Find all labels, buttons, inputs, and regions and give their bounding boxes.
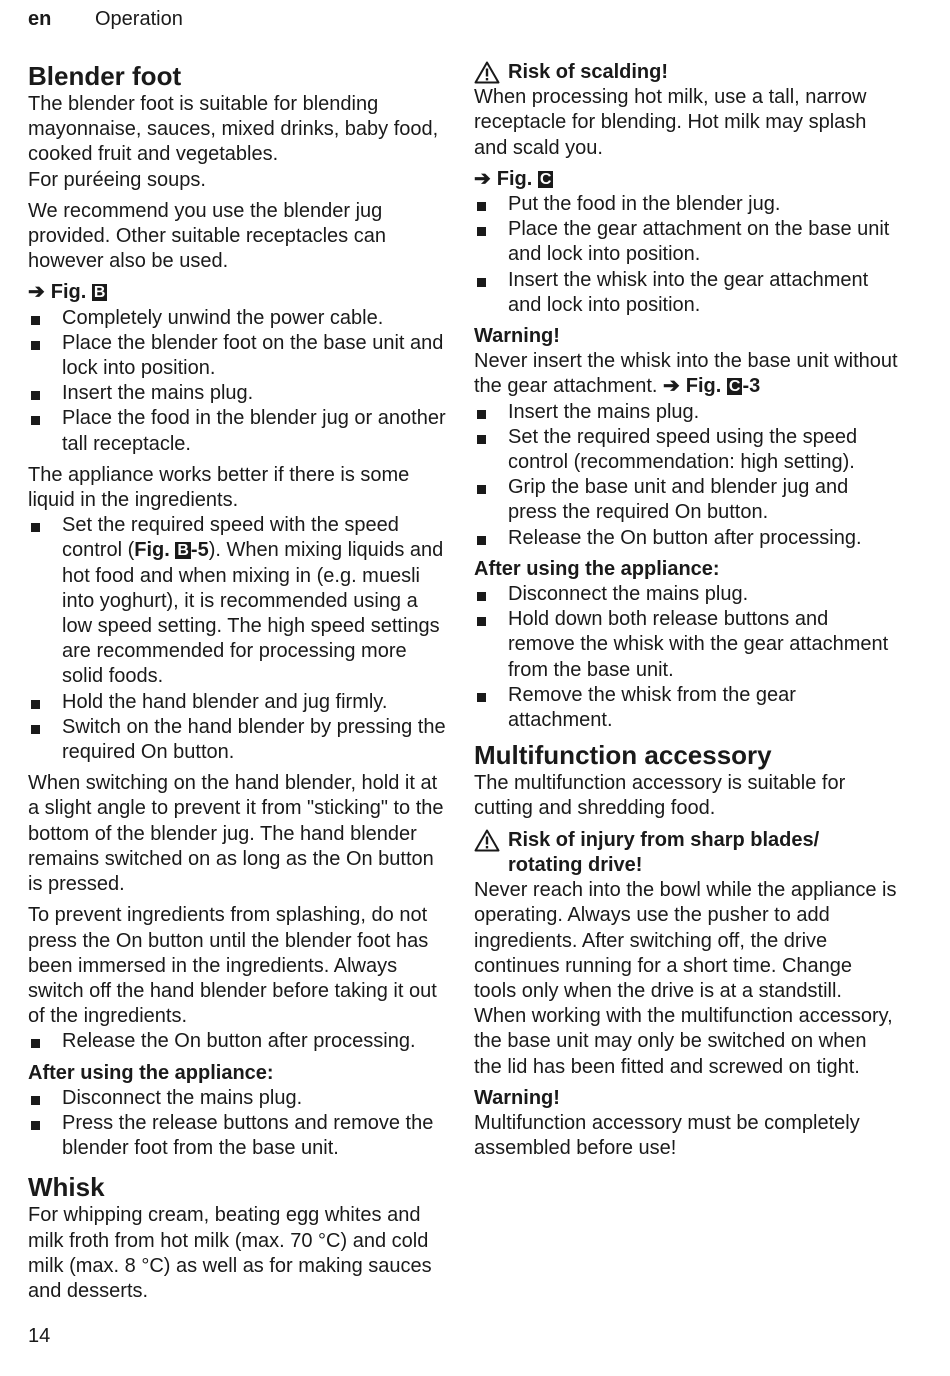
injury-text: Never reach into the bowl while the appliance is operating. Always use the pusher to add ingredients. After switching off, the drive continues running for a short time. Change tools only when the drive is at a standstill.: [474, 879, 897, 1002]
speed-steps-list: [28, 513, 448, 765]
after-use-list: [28, 1086, 448, 1162]
speed-text-post: ). When mixing liquids and hot food and when mixing in (e.g. muesli into yoghurt), it is recommended using a low speed setting. The high speed settings are recommended for processing more solid foods.: [62, 539, 444, 688]
figure-label: Fig.: [685, 375, 722, 398]
figure-label: Fig.: [134, 539, 170, 562]
figure-label: Fig.: [50, 281, 87, 304]
angle-note: When switching on the hand blender, hold it at a slight angle to prevent it from "sticking" to the bottom of the blender jug. The hand blender remains switched on as long as the On button is pressed.: [28, 772, 444, 896]
after-use-heading: After using the appliance:: [28, 1061, 274, 1084]
list-item: Place the gear attachment on the base unit and lock into position.: [474, 217, 899, 267]
list-item: Remove the whisk from the gear attachment.: [474, 683, 899, 733]
warning-heading: Warning!: [474, 1086, 560, 1109]
figure-number: -5: [190, 539, 209, 562]
blender-steps-list: [28, 306, 448, 457]
warning-triangle-icon: [474, 61, 500, 84]
page-number: 14: [28, 1325, 51, 1347]
arrow-right-icon: ➔: [474, 167, 491, 190]
arrow-right-icon: ➔: [28, 281, 45, 304]
figure-label: Fig.: [496, 167, 533, 190]
whisk-intro: For whipping cream, beating egg whites and milk froth from hot milk (max. 70 °C) and cold milk (max. 8 °C) as well as for making sauces and desserts.: [28, 1204, 432, 1302]
list-item: Set the required speed using the speed control (recommendation: high setting).: [474, 425, 899, 475]
list-item: Place the food in the blender jug or another tall receptacle.: [28, 406, 448, 456]
whisk-steps-list: [474, 192, 899, 318]
multifunction-heading: Multifunction accessory: [474, 740, 772, 771]
warning-triangle-icon: [474, 829, 500, 852]
splash-note: To prevent ingredients from splashing, do not press the On button until the blender foot has been immersed in the ingredients. Always switch off the hand blender before taking it out of the ingredients.: [28, 904, 437, 1028]
multifunction-safety-text: When working with the multifunction accessory, the base unit may only be switched on when the lid has been fitted and screwed on tight.: [474, 1005, 893, 1078]
figure-letter-badge: C: [728, 378, 741, 396]
warning-text: [474, 349, 899, 399]
figure-reference-c: [474, 167, 899, 192]
left-column: [28, 60, 448, 1310]
after-use-heading: After using the appliance:: [474, 557, 720, 580]
blender-soups: For puréeing soups.: [28, 168, 206, 191]
list-item: Grip the base unit and blender jug and press the required On button.: [474, 475, 899, 525]
scald-heading-text: Risk of scalding!: [508, 61, 669, 83]
right-column: [474, 60, 899, 1167]
whisk-heading: Whisk: [28, 1172, 105, 1203]
list-item: Insert the mains plug.: [28, 381, 448, 406]
blender-jug-recommendation: We recommend you use the blender jug provided. Other suitable receptacles can however also be used.: [28, 199, 386, 273]
list-item: Disconnect the mains plug.: [474, 582, 899, 607]
figure-letter-badge: B: [93, 284, 106, 302]
scald-text: When processing hot milk, use a tall, narrow receptacle for blending. Hot milk may splash and scald you.: [474, 86, 867, 159]
language-code: en: [28, 8, 52, 30]
injury-heading-text: Risk of injury from sharp blades/ rotating drive!: [508, 828, 820, 876]
list-item: Put the food in the blender jug.: [474, 192, 899, 217]
list-item: Disconnect the mains plug.: [28, 1086, 448, 1111]
liquid-note: The appliance works better if there is some liquid in the ingredients.: [28, 463, 410, 512]
list-item: Insert the whisk into the gear attachment and lock into position.: [474, 268, 899, 318]
list-item: Hold the hand blender and jug firmly.: [28, 690, 448, 715]
figure-reference-b: [28, 280, 448, 305]
list-item: Switch on the hand blender by pressing the required On button.: [28, 715, 448, 765]
warning-body: Never insert the whisk into the base unit without the gear attachment.: [474, 350, 898, 398]
arrow-right-icon: ➔: [663, 375, 680, 398]
blender-intro: The blender foot is suitable for blending mayonnaise, sauces, mixed drinks, baby food, cooked fruit and vegetables.: [28, 93, 439, 166]
page-header: [28, 6, 183, 32]
blender-foot-heading: Blender foot: [28, 61, 182, 91]
list-item: Hold down both release buttons and remove the whisk with the gear attachment from the base unit.: [474, 607, 899, 683]
multifunction-intro: The multifunction accessory is suitable for cutting and shredding food.: [474, 772, 846, 820]
section-title: Operation: [95, 8, 183, 30]
after-use-list: [474, 582, 899, 733]
list-item: Insert the mains plug.: [474, 400, 899, 425]
warning-text: Multifunction accessory must be completely assembled before use!: [474, 1111, 860, 1160]
injury-warning-heading: [474, 828, 899, 878]
list-item: Completely unwind the power cable.: [28, 306, 448, 331]
release-steps-list: [28, 1029, 448, 1054]
figure-number: -3: [742, 375, 761, 398]
list-item: Release the On button after processing.: [28, 1029, 448, 1054]
scald-warning-heading: [474, 60, 899, 85]
list-item: Place the blender foot on the base unit and lock into position.: [28, 331, 448, 381]
whisk-operation-list: [474, 400, 899, 551]
list-item: Press the release buttons and remove the blender foot from the base unit.: [28, 1111, 448, 1161]
figure-letter-badge: B: [177, 542, 189, 560]
speed-text-pre: Set the required speed with the speed control (: [62, 514, 399, 562]
list-item: Release the On button after processing.: [474, 526, 899, 551]
figure-letter-badge: C: [539, 170, 552, 188]
list-item: [28, 513, 448, 689]
warning-heading: Warning!: [474, 325, 560, 348]
